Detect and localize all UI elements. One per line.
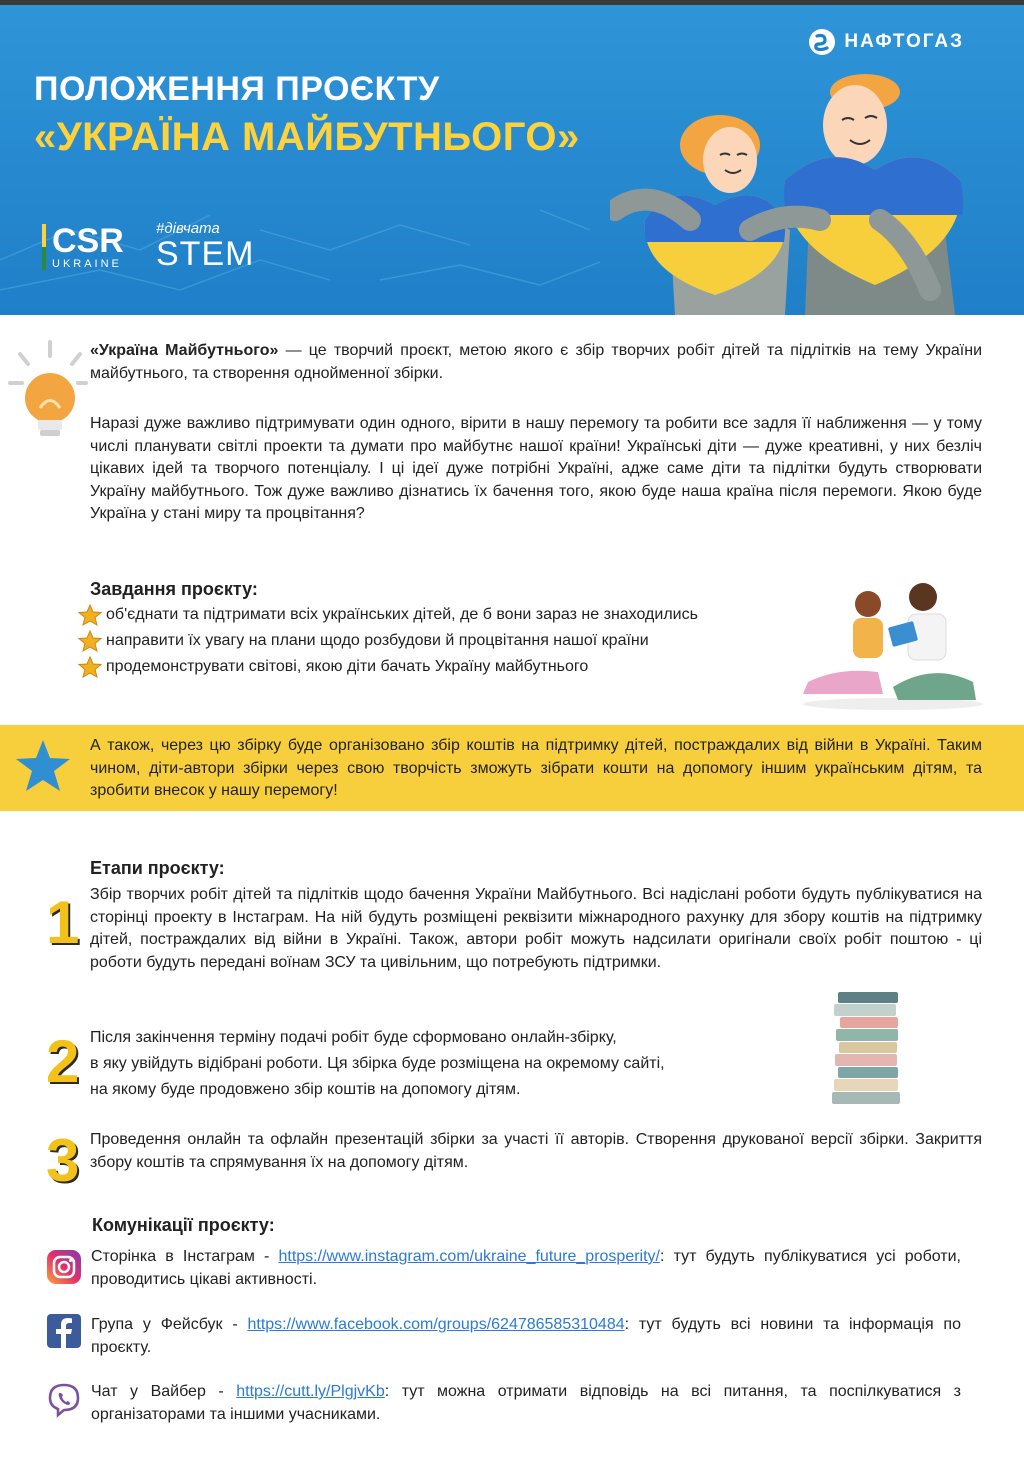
brand-name: НАФТОГАЗ bbox=[844, 31, 964, 52]
stage-1-text: Збір творчих робіт дітей та підлітків щодо бачення України Майбутнього. Всі надіслані роботи будуть публікуватися на сторінці проекту в Інстаграм. На ній будуть розміщені реквізити міжнародного рахунку для збору коштів на підтримку дітей, постраждалих від війни в Україні. Також, автори робіт можуть надсилати оригінали своїх робіт поштою - ці роботи будуть передані воїнам ЗСУ та цивільним, що потребують підтримки. bbox=[90, 886, 982, 971]
intro-description: — це творчий проєкт, метою якого є збір творчих робіт дітей та підлітків на тему України майбутнього, та створення однойменної збірки. bbox=[90, 342, 983, 382]
blue-star-icon bbox=[14, 738, 72, 794]
star-icon bbox=[78, 656, 102, 678]
facebook-link[interactable]: https://www.facebook.com/groups/624786585310484 bbox=[247, 1316, 625, 1333]
tasks-heading: Завдання проєкту: bbox=[90, 579, 258, 599]
csr-logo-sub: UKRAINE bbox=[52, 258, 122, 270]
viber-link[interactable]: https://cutt.ly/PlgjvKb bbox=[236, 1383, 385, 1400]
csr-logo-text: CSR bbox=[52, 222, 124, 260]
star-icon bbox=[78, 604, 102, 626]
instagram-prefix: Сторінка в Інстаграм - bbox=[91, 1248, 279, 1265]
stage-number-1: 1 bbox=[46, 889, 80, 956]
title-line-2: «УКРАЇНА МАЙБУТНЬОГО» bbox=[34, 115, 580, 159]
stage-number-3: 3 bbox=[46, 1127, 80, 1194]
context-paragraph: Наразі дуже важливо підтримувати один одного, вірити в нашу перемогу та робити все задля її наближення — у тому числі планувати світлі проекти та думати про майбутнє нашої країни! Українські діти — дуже креативні, у них безліч цікавих ідей та творчого потенціалу. І ці ідеї дуже потрібні Україні, адже саме діти та підлітки будуть створювати Україну майбутнього. Тож дуже важливо дізнатись їх бачення того, якою буде наша країна після перемоги. Якою буде Україна у стані миру та процвітання? bbox=[90, 415, 982, 522]
viber-prefix: Чат у Вайбер - bbox=[91, 1383, 237, 1400]
donation-banner bbox=[0, 725, 1024, 811]
facebook-icon[interactable] bbox=[46, 1313, 82, 1349]
instagram-line bbox=[91, 1246, 961, 1291]
naftogaz-icon bbox=[808, 28, 836, 56]
stem-hashtag: #дівчата bbox=[156, 220, 220, 237]
facebook-line bbox=[91, 1314, 961, 1359]
stage-number-2: 2 bbox=[46, 1028, 80, 1095]
stem-logo-text: STEM bbox=[156, 235, 255, 273]
instagram-icon[interactable] bbox=[46, 1249, 82, 1285]
title-line-1: ПОЛОЖЕННЯ ПРОЄКТУ bbox=[34, 70, 440, 108]
csr-ukraine-logo bbox=[42, 224, 124, 270]
stage-3-text: Проведення онлайн та офлайн презентацій збірки за участі її авторів. Створення друкованої версії збірки. Закриття збору коштів та спрямування їх на допомогу дітям. bbox=[90, 1131, 982, 1171]
banner-text: А також, через цю збірку буде організовано збір коштів на підтримку дітей, постраждалих від війни в Україні. Таким чином, діти-автори збірки через свою творчість зможуть зібрати кошти на допомогу іншим українським дітям, та зробити внесок у нашу перемогу! bbox=[90, 737, 982, 799]
hugging-kids-illustration bbox=[610, 70, 990, 315]
books-stack-illustration bbox=[830, 988, 910, 1106]
viber-line bbox=[91, 1381, 961, 1426]
instagram-suffix: : тут будуть публікуватися усі роботи, проводитись цікаві активності. bbox=[91, 1248, 961, 1288]
csr-flag-bar bbox=[42, 224, 46, 270]
stem-logo bbox=[156, 220, 254, 271]
task-item bbox=[78, 656, 588, 678]
intro-text bbox=[90, 340, 982, 385]
task-item-text: продемонструвати світові, якою діти бачать Україну майбутнього bbox=[106, 658, 589, 675]
facebook-suffix: : тут будуть всі новини та інформація по проєкту. bbox=[91, 1316, 961, 1356]
viber-suffix: : тут можна отримати відповідь на всі питання, та поспілкуватися з організаторами та іншими учасниками. bbox=[91, 1383, 962, 1423]
task-item bbox=[78, 604, 698, 626]
stage-2-text bbox=[90, 1025, 810, 1103]
reading-kids-illustration bbox=[798, 582, 988, 712]
task-item bbox=[78, 630, 649, 652]
viber-icon[interactable] bbox=[46, 1382, 82, 1418]
stage-2-line: в яку увійдуть відібрані роботи. Ця збірка буде розміщена на окремому сайті, bbox=[90, 1055, 665, 1072]
task-item-text: направити їх увагу на плани щодо розбудови й процвітання нашої країни bbox=[106, 632, 649, 649]
communications-heading: Комунікації проєкту: bbox=[92, 1215, 275, 1235]
facebook-prefix: Група у Фейсбук - bbox=[91, 1316, 248, 1333]
stage-2-line: на якому буде продовжено збір коштів на допомогу дітям. bbox=[90, 1081, 521, 1098]
naftogaz-logo bbox=[808, 28, 964, 56]
header-banner bbox=[0, 0, 1024, 315]
lightbulb-icon bbox=[8, 338, 88, 448]
stages-heading: Етапи проєкту: bbox=[90, 858, 225, 878]
instagram-link[interactable]: https://www.instagram.com/ukraine_future_prosperity/ bbox=[278, 1248, 660, 1265]
stage-2-line: Після закінчення терміну подачі робіт буде сформовано онлайн-збірку, bbox=[90, 1029, 617, 1046]
intro-project-name: «Україна Майбутнього» bbox=[90, 342, 279, 359]
task-item-text: об'єднати та підтримати всіх українських дітей, де б вони зараз не знаходились bbox=[106, 606, 698, 623]
star-icon bbox=[78, 630, 102, 652]
